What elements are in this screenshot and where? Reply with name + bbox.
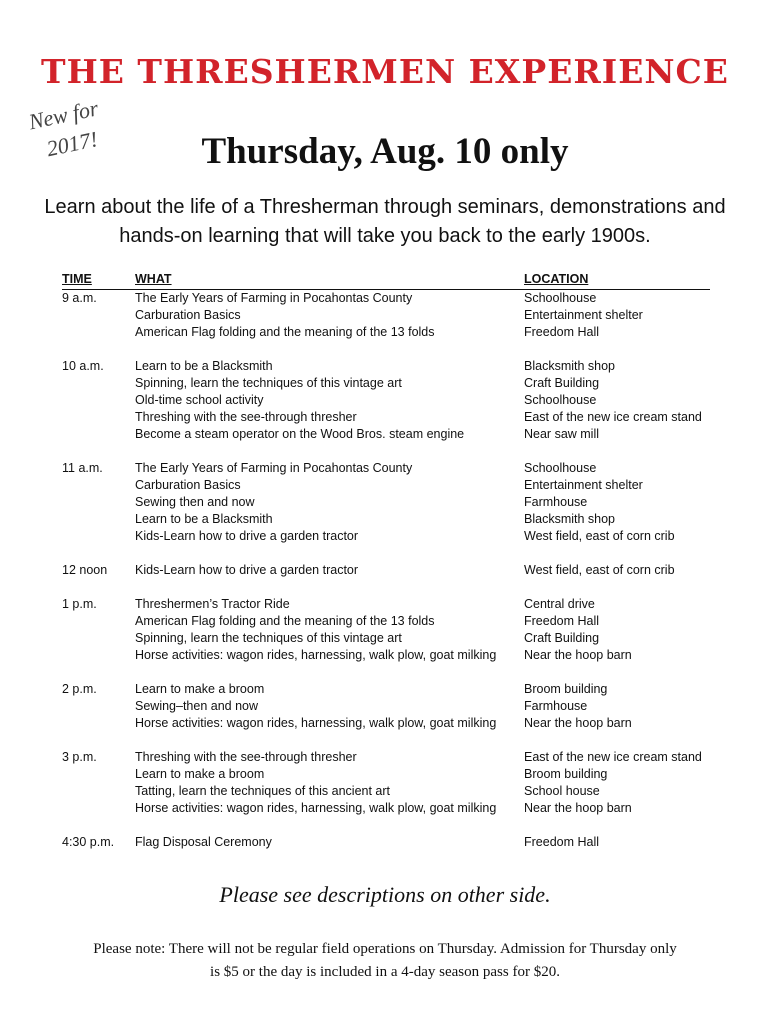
schedule-slot bbox=[62, 681, 710, 732]
what-header: WHAT bbox=[135, 272, 172, 286]
activity-name: Threshing with the see-through thresher bbox=[135, 410, 357, 424]
slot-time: 4:30 p.m. bbox=[62, 835, 115, 849]
page-title: THE THRESHERMEN EXPERIENCE bbox=[41, 52, 729, 91]
activity-row bbox=[135, 460, 710, 477]
activity-row bbox=[135, 766, 710, 783]
activity-name: Spinning, learn the techniques of this vintage art bbox=[135, 376, 402, 390]
activity-location: Blacksmith shop bbox=[524, 359, 616, 373]
activity-location: Schoolhouse bbox=[524, 291, 597, 305]
activity-name: Threshermen’s Tractor Ride bbox=[135, 597, 290, 611]
activity-row bbox=[135, 681, 710, 698]
activity-location: Farmhouse bbox=[524, 495, 588, 509]
schedule-slot bbox=[62, 749, 710, 817]
intro-text: Learn about the life of a Thresherman through seminars, demonstrations and hands-on learning that will take you back to the early 1900s. bbox=[44, 196, 726, 247]
slot-time: 9 a.m. bbox=[62, 291, 97, 305]
activity-row bbox=[135, 324, 710, 341]
activity-location: Near the hoop barn bbox=[524, 648, 632, 662]
location-header: LOCATION bbox=[524, 272, 589, 286]
activity-name: Horse activities: wagon rides, harnessing, walk plow, goat milking bbox=[135, 648, 497, 662]
activity-location: Central drive bbox=[524, 597, 595, 611]
activity-row bbox=[135, 528, 710, 545]
activity-row bbox=[135, 511, 710, 528]
schedule-table bbox=[62, 272, 710, 868]
activity-row bbox=[135, 392, 710, 409]
schedule-slot bbox=[62, 460, 710, 545]
slot-activities bbox=[135, 358, 710, 443]
activity-name: Learn to make a broom bbox=[135, 682, 265, 696]
activity-name: The Early Years of Farming in Pocahontas County bbox=[135, 461, 413, 475]
event-date: Thursday, Aug. 10 only bbox=[201, 131, 569, 172]
slot-time: 11 a.m. bbox=[62, 461, 103, 475]
activity-row bbox=[135, 834, 710, 851]
activity-row bbox=[135, 494, 710, 511]
schedule-slot bbox=[62, 834, 710, 851]
activity-name: Become a steam operator on the Wood Bros. steam engine bbox=[135, 427, 465, 441]
activity-row bbox=[135, 715, 710, 732]
activity-row bbox=[135, 749, 710, 766]
schedule-slot bbox=[62, 562, 710, 579]
activity-name: Threshing with the see-through thresher bbox=[135, 750, 357, 764]
activity-name: Spinning, learn the techniques of this vintage art bbox=[135, 631, 402, 645]
schedule-header bbox=[62, 272, 710, 290]
see-other-side: Please see descriptions on other side. bbox=[219, 882, 551, 907]
activity-row bbox=[135, 290, 710, 307]
activity-row bbox=[135, 783, 710, 800]
activity-location: Schoolhouse bbox=[524, 461, 597, 475]
activity-name: Old-time school activity bbox=[135, 393, 264, 407]
activity-name: American Flag folding and the meaning of the 13 folds bbox=[135, 325, 435, 339]
activity-name: Tatting, learn the techniques of this ancient art bbox=[135, 784, 391, 798]
badge-line-2: 2017! bbox=[44, 126, 100, 162]
activity-row bbox=[135, 630, 710, 647]
slot-activities bbox=[135, 834, 710, 851]
activity-row bbox=[135, 613, 710, 630]
activity-location: Freedom Hall bbox=[524, 614, 600, 628]
activity-name: Learn to make a broom bbox=[135, 767, 265, 781]
activity-name: Learn to be a Blacksmith bbox=[135, 359, 273, 373]
activity-location: Farmhouse bbox=[524, 699, 588, 713]
activity-location: Freedom Hall bbox=[524, 325, 600, 339]
activity-location: Blacksmith shop bbox=[524, 512, 616, 526]
activity-location: Near the hoop barn bbox=[524, 716, 632, 730]
activity-location: Craft Building bbox=[524, 631, 600, 645]
activity-row bbox=[135, 426, 710, 443]
time-header: TIME bbox=[62, 272, 92, 286]
activity-location: West field, east of corn crib bbox=[524, 563, 675, 577]
activity-location: Entertainment shelter bbox=[524, 478, 643, 492]
activity-row bbox=[135, 307, 710, 324]
activity-location: School house bbox=[524, 784, 600, 798]
activity-row bbox=[135, 596, 710, 613]
activity-row bbox=[135, 562, 710, 579]
activity-name: Carburation Basics bbox=[135, 478, 241, 492]
activity-name: Kids-Learn how to drive a garden tractor bbox=[135, 529, 359, 543]
activity-name: Horse activities: wagon rides, harnessing, walk plow, goat milking bbox=[135, 801, 497, 815]
activity-row bbox=[135, 698, 710, 715]
schedule-slot bbox=[62, 290, 710, 341]
activity-location: East of the new ice cream stand bbox=[524, 410, 702, 424]
slot-activities bbox=[135, 562, 710, 579]
activity-name: Flag Disposal Ceremony bbox=[135, 835, 272, 849]
activity-name: Carburation Basics bbox=[135, 308, 241, 322]
activity-location: Schoolhouse bbox=[524, 393, 597, 407]
activity-location: Craft Building bbox=[524, 376, 600, 390]
slot-activities bbox=[135, 749, 710, 817]
activity-location: Entertainment shelter bbox=[524, 308, 643, 322]
activity-location: Near saw mill bbox=[524, 427, 600, 441]
activity-location: Freedom Hall bbox=[524, 835, 600, 849]
activity-row bbox=[135, 375, 710, 392]
activity-name: The Early Years of Farming in Pocahontas County bbox=[135, 291, 413, 305]
activity-location: East of the new ice cream stand bbox=[524, 750, 702, 764]
activity-row bbox=[135, 647, 710, 664]
schedule-slot bbox=[62, 596, 710, 664]
slot-time: 3 p.m. bbox=[62, 750, 97, 764]
slot-time: 10 a.m. bbox=[62, 359, 104, 373]
slot-activities bbox=[135, 460, 710, 545]
activity-name: Horse activities: wagon rides, harnessing, walk plow, goat milking bbox=[135, 716, 497, 730]
activity-name: Sewing–then and now bbox=[135, 699, 259, 713]
schedule-slot bbox=[62, 358, 710, 443]
activity-name: American Flag folding and the meaning of the 13 folds bbox=[135, 614, 435, 628]
admission-note: Please note: There will not be regular field operations on Thursday. Admission for Thursday only is $5 or the day is included in a 4-day season pass for $20. bbox=[93, 941, 677, 980]
activity-name: Sewing then and now bbox=[135, 495, 255, 509]
slot-time: 1 p.m. bbox=[62, 597, 97, 611]
activity-location: Broom building bbox=[524, 682, 608, 696]
activity-row bbox=[135, 358, 710, 375]
activity-location: Broom building bbox=[524, 767, 608, 781]
activity-location: West field, east of corn crib bbox=[524, 529, 675, 543]
activity-name: Learn to be a Blacksmith bbox=[135, 512, 273, 526]
slot-activities bbox=[135, 290, 710, 341]
activity-name: Kids-Learn how to drive a garden tractor bbox=[135, 563, 359, 577]
slot-time: 12 noon bbox=[62, 563, 108, 577]
activity-location: Near the hoop barn bbox=[524, 801, 632, 815]
slot-activities bbox=[135, 681, 710, 732]
slot-activities bbox=[135, 596, 710, 664]
activity-row bbox=[135, 800, 710, 817]
schedule-body bbox=[62, 290, 710, 851]
slot-time: 2 p.m. bbox=[62, 682, 97, 696]
badge-line-1: New for bbox=[26, 95, 101, 135]
activity-row bbox=[135, 477, 710, 494]
activity-row bbox=[135, 409, 710, 426]
